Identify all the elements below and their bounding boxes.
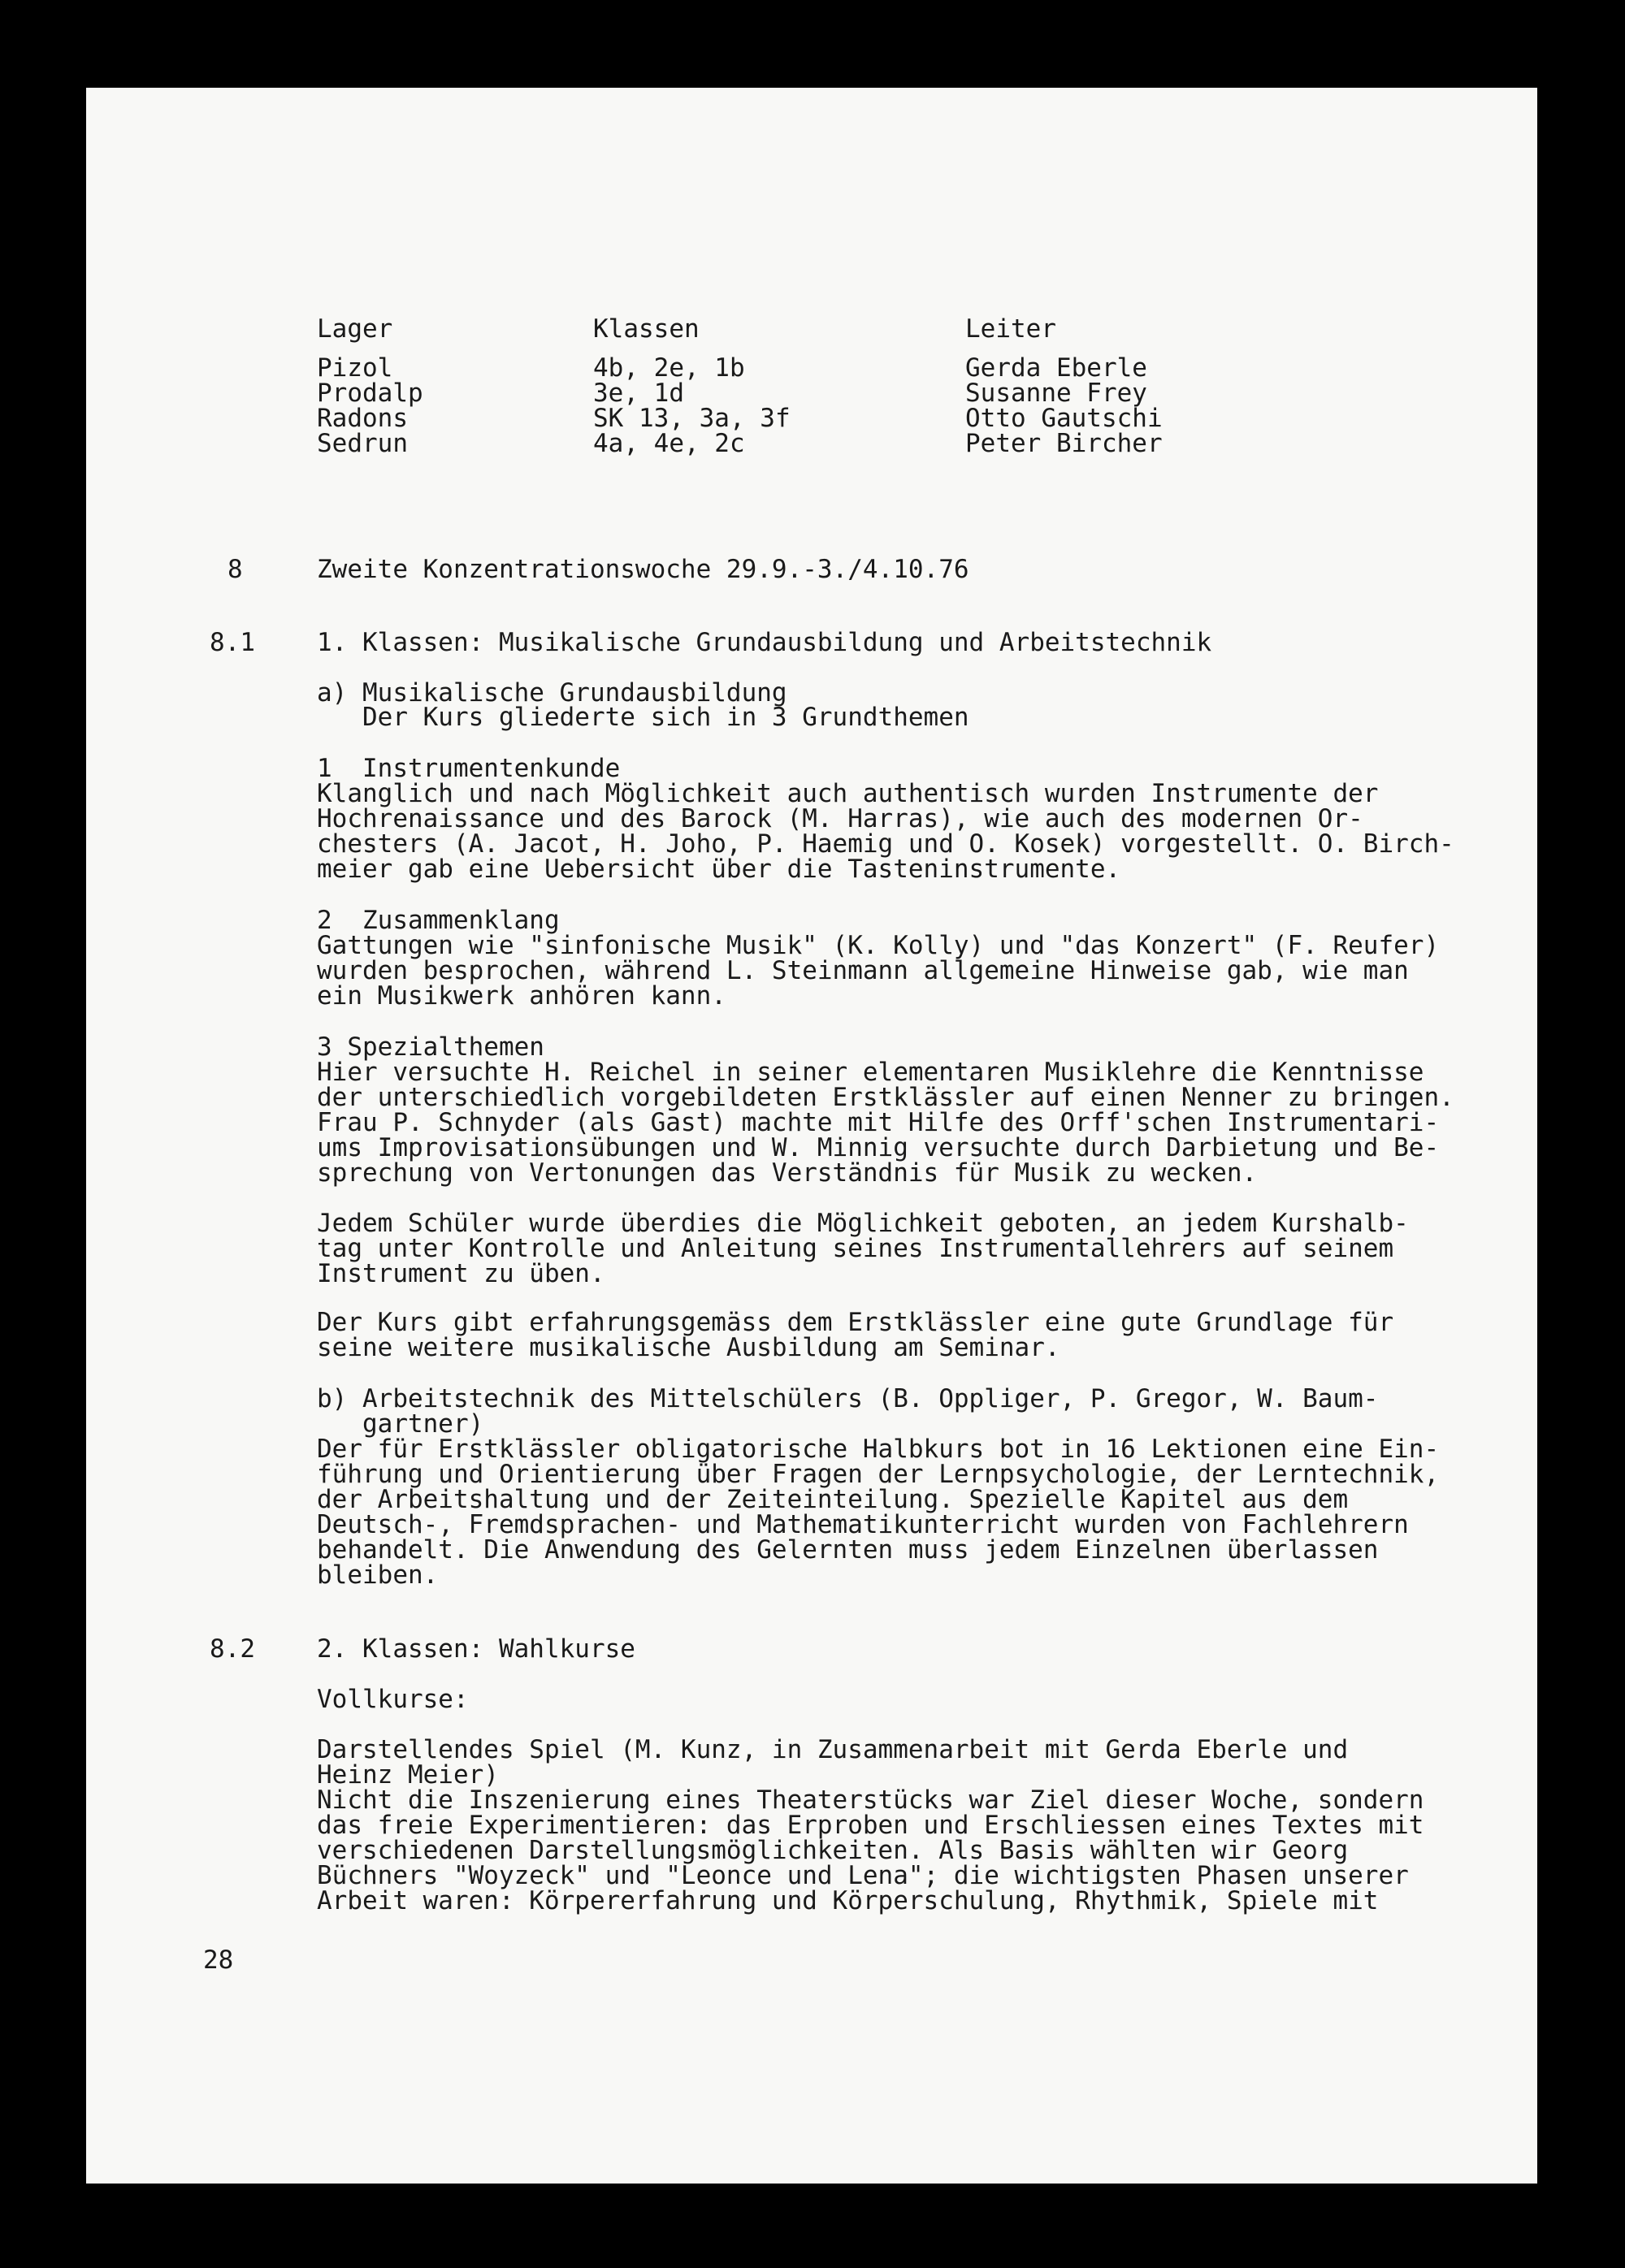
paragraph: Darstellendes Spiel (M. Kunz, in Zusammenarbeit mit Gerda Eberle und Heinz Meier) Nicht die Inszenierung eines Theaterstücks war Ziel dieser Woche, sondern das freie Experimentieren: das Erproben und Erschliessen eines Textes mit verschiedenen Darstellungsmöglichkeiten. Als Basis wählten wir Georg Büchners "Woyzeck" und "Leonce und Lena"; die wichtigsten Phasen unserer Arbeit waren: Körpererfahrung und Körperschulung, Rhythmik, Spiele mit xyxy=(317,1735,1424,1915)
paragraph: Der Kurs gliederte sich in 3 Grundthemen xyxy=(317,703,969,732)
paragraph: 1 Instrumentenkunde Klanglich und nach Möglichkeit auch authentisch wurden Instrumente der Hochrenaissance und des Barock (M. Harras), wie auch des modernen Or- chesters (A. Jacot, H. Joho, P. Haemig und O. Kosek) vorgestellt. O. Birch- meier gab eine Uebersicht über die Tasteninstrumente. xyxy=(317,754,1454,884)
paragraph: b) Arbeitstechnik des Mittelschülers (B. Oppliger, P. Gregor, W. Baum- gartner) Der für Erstklässler obligatorische Halbkurs bot in 16 Lektionen eine Ein- führung und Orientierung über Fragen der Lernpsychologie, der Lerntechnik, der Arbeitshaltung und der Zeiteinteilung. Spezielle Kapitel aus dem Deutsch-, Fremdsprachen- und Mathematikunterricht wurden von Fachlehrern behandelt. Die Anwendung des Gelernten muss jedem Einzelnen überlassen bleiben. xyxy=(317,1384,1440,1590)
table-header-leiter: Leiter xyxy=(965,314,1056,344)
table-cell-lager: Prodalp xyxy=(317,379,423,408)
table-header-klassen: Klassen xyxy=(593,314,700,344)
table-cell-leiter: Peter Bircher xyxy=(965,429,1163,458)
table-cell-lager: Sedrun xyxy=(317,429,408,458)
table-cell-klassen: 4a, 4e, 2c xyxy=(593,429,745,458)
section-number: 8 xyxy=(228,555,243,584)
paragraph: Der Kurs gibt erfahrungsgemäss dem Erstklässler eine gute Grundlage für seine weitere musikalische Ausbildung am Seminar. xyxy=(317,1308,1394,1362)
table-header-lager: Lager xyxy=(317,314,393,344)
table-cell-leiter: Susanne Frey xyxy=(965,379,1147,408)
page-number: 28 xyxy=(203,1946,234,1975)
table-cell-leiter: Gerda Eberle xyxy=(965,353,1147,383)
paragraph: Jedem Schüler wurde überdies die Möglichkeit geboten, an jedem Kurshalb- tag unter Kontrolle und Anleitung seines Instrumentallehrers auf seinem Instrument zu üben. xyxy=(317,1209,1409,1288)
section-number: 8.2 xyxy=(210,1634,255,1664)
section-title: Zweite Konzentrationswoche 29.9.-3./4.10.76 xyxy=(317,555,969,584)
section-title: 1. Klassen: Musikalische Grundausbildung und Arbeitstechnik xyxy=(317,628,1212,657)
paragraph: 3 Spezialthemen Hier versuchte H. Reichel in seiner elementaren Musiklehre die Kenntnisse der unterschiedlich vorgebildeten Erstklässler auf einen Nenner zu bringen. Frau P. Schnyder (als Gast) machte mit Hilfe des Orff'schen Instrumentari- ums Improvisationsübungen und W. Minnig versuchte durch Darbietung und Be- sprechung von Vertonungen das Verständnis für Musik zu wecken. xyxy=(317,1032,1454,1188)
subsection-heading: Vollkurse: xyxy=(317,1685,469,1714)
table-cell-klassen: 3e, 1d xyxy=(593,379,684,408)
table-cell-lager: Pizol xyxy=(317,353,393,383)
table-cell-leiter: Otto Gautschi xyxy=(965,404,1163,433)
section-title: 2. Klassen: Wahlkurse xyxy=(317,1634,635,1664)
section-number: 8.1 xyxy=(210,628,255,657)
table-cell-lager: Radons xyxy=(317,404,408,433)
table-cell-klassen: SK 13, 3a, 3f xyxy=(593,404,791,433)
subsection-heading: a) Musikalische Grundausbildung xyxy=(317,678,787,708)
table-cell-klassen: 4b, 2e, 1b xyxy=(593,353,745,383)
paragraph: 2 Zusammenklang Gattungen wie "sinfonische Musik" (K. Kolly) und "das Konzert" (F. Reufer) wurden besprochen, während L. Steinmann allgemeine Hinweise gab, wie man ein Musikwerk anhören kann. xyxy=(317,906,1440,1011)
